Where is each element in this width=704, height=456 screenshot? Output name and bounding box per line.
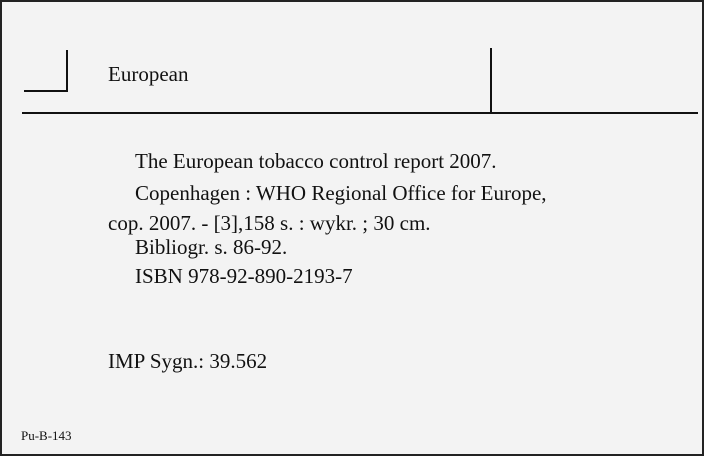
heading-horizontal-rule <box>22 112 698 114</box>
heading-vertical-rule <box>490 48 492 114</box>
call-number: IMP Sygn.: 39.562 <box>108 349 268 373</box>
title-line: The European tobacco control report 2007. <box>135 149 497 173</box>
publisher-line: Copenhagen : WHO Regional Office for Europe, <box>135 181 547 205</box>
card-heading: European <box>108 62 189 86</box>
corner-mark-horizontal <box>24 90 68 92</box>
physical-description-line: cop. 2007. - [3],158 s. : wykr. ; 30 cm. <box>108 211 431 235</box>
isbn-line: ISBN 978-92-890-2193-7 <box>135 264 353 288</box>
bibliography-line: Bibliogr. s. 86-92. <box>135 235 288 259</box>
card-footer-code: Pu-B-143 <box>21 428 72 443</box>
corner-mark-vertical <box>66 50 68 92</box>
